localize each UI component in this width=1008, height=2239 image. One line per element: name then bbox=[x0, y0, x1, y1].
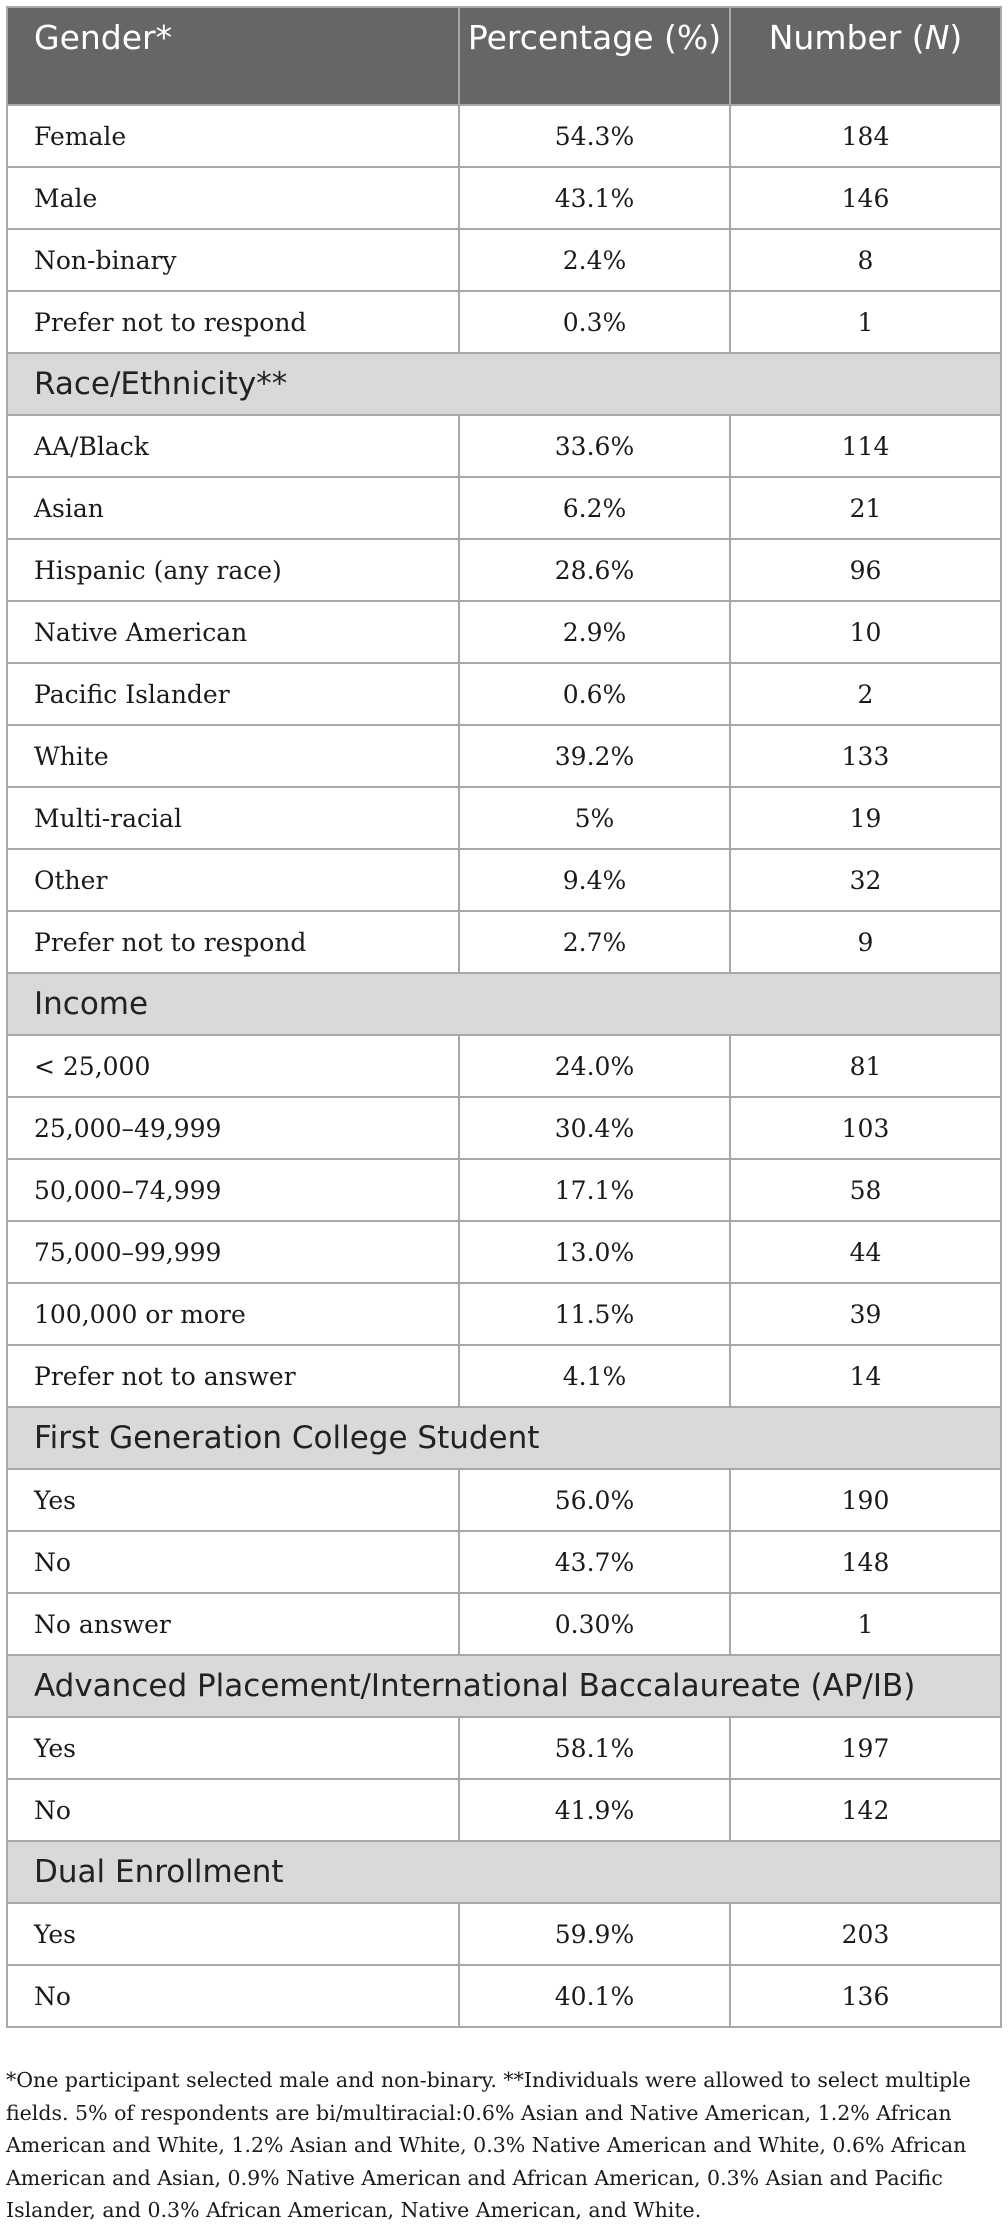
table-row bbox=[7, 477, 1001, 539]
row-label: Hispanic (any race) bbox=[7, 539, 459, 601]
row-number: 146 bbox=[730, 167, 1001, 229]
row-number: 148 bbox=[730, 1531, 1001, 1593]
row-label: No answer bbox=[7, 1593, 459, 1655]
row-percentage: 28.6% bbox=[459, 539, 730, 601]
section-header-row bbox=[7, 353, 1001, 415]
row-label: Male bbox=[7, 167, 459, 229]
row-label: Non-binary bbox=[7, 229, 459, 291]
row-percentage: 2.4% bbox=[459, 229, 730, 291]
table-row bbox=[7, 291, 1001, 353]
row-label: 50,000–74,999 bbox=[7, 1159, 459, 1221]
row-percentage: 54.3% bbox=[459, 105, 730, 167]
section-title-ap-ib: Advanced Placement/International Baccalaureate (AP/IB) bbox=[7, 1655, 1001, 1717]
row-label: Prefer not to respond bbox=[7, 911, 459, 973]
table-row bbox=[7, 1283, 1001, 1345]
section-title-dual-enrollment: Dual Enrollment bbox=[7, 1841, 1001, 1903]
row-number: 19 bbox=[730, 787, 1001, 849]
row-percentage: 30.4% bbox=[459, 1097, 730, 1159]
row-number: 184 bbox=[730, 105, 1001, 167]
row-label: Other bbox=[7, 849, 459, 911]
row-percentage: 13.0% bbox=[459, 1221, 730, 1283]
row-percentage: 33.6% bbox=[459, 415, 730, 477]
row-label: Yes bbox=[7, 1469, 459, 1531]
row-label: Yes bbox=[7, 1903, 459, 1965]
table-row bbox=[7, 1965, 1001, 2027]
table-row bbox=[7, 1221, 1001, 1283]
row-number: 114 bbox=[730, 415, 1001, 477]
table-row bbox=[7, 601, 1001, 663]
row-percentage: 2.7% bbox=[459, 911, 730, 973]
row-label: Yes bbox=[7, 1717, 459, 1779]
table-row bbox=[7, 1531, 1001, 1593]
header-number-n: N bbox=[924, 18, 950, 57]
table-row bbox=[7, 415, 1001, 477]
table-row bbox=[7, 1903, 1001, 1965]
row-label: Prefer not to answer bbox=[7, 1345, 459, 1407]
section-title-first-gen: First Generation College Student bbox=[7, 1407, 1001, 1469]
row-percentage: 11.5% bbox=[459, 1283, 730, 1345]
table-row bbox=[7, 1717, 1001, 1779]
row-label: 100,000 or more bbox=[7, 1283, 459, 1345]
header-number-suffix: ) bbox=[949, 18, 963, 57]
row-label: 25,000–49,999 bbox=[7, 1097, 459, 1159]
row-label: 75,000–99,999 bbox=[7, 1221, 459, 1283]
table-row bbox=[7, 1593, 1001, 1655]
section-header-row bbox=[7, 973, 1001, 1035]
row-label: White bbox=[7, 725, 459, 787]
row-label: < 25,000 bbox=[7, 1035, 459, 1097]
row-label: Female bbox=[7, 105, 459, 167]
row-label: No bbox=[7, 1779, 459, 1841]
table-row bbox=[7, 1345, 1001, 1407]
table-row bbox=[7, 725, 1001, 787]
table-row bbox=[7, 1097, 1001, 1159]
row-percentage: 4.1% bbox=[459, 1345, 730, 1407]
table-body bbox=[7, 105, 1001, 2027]
table-footnote: *One participant selected male and non-binary. **Individuals were allowed to select multiple fields. 5% of respondents are bi/multiracial:0.6% Asian and Native American, 1.2% African American and White, 1.2% Asian and White, 0.3% Native American and White, 0.6% African American and Asian, 0.9% Native American and African American, 0.3% Asian and Pacific Islander, and 0.3% African American, Native American, and White. bbox=[6, 2068, 971, 2222]
table-row bbox=[7, 1779, 1001, 1841]
row-percentage: 40.1% bbox=[459, 1965, 730, 2027]
section-title-race: Race/Ethnicity** bbox=[7, 353, 1001, 415]
header-number bbox=[730, 7, 1001, 105]
row-percentage: 56.0% bbox=[459, 1469, 730, 1531]
demographics-table-container bbox=[6, 6, 1000, 2227]
section-header-row bbox=[7, 1407, 1001, 1469]
demographics-table bbox=[6, 6, 1002, 2028]
row-number: 32 bbox=[730, 849, 1001, 911]
table-row bbox=[7, 229, 1001, 291]
row-percentage: 6.2% bbox=[459, 477, 730, 539]
table-row bbox=[7, 539, 1001, 601]
table-row bbox=[7, 849, 1001, 911]
row-percentage: 39.2% bbox=[459, 725, 730, 787]
row-number: 10 bbox=[730, 601, 1001, 663]
row-label: Native American bbox=[7, 601, 459, 663]
table-row bbox=[7, 1469, 1001, 1531]
row-percentage: 41.9% bbox=[459, 1779, 730, 1841]
row-number: 21 bbox=[730, 477, 1001, 539]
row-number: 14 bbox=[730, 1345, 1001, 1407]
row-label: Asian bbox=[7, 477, 459, 539]
section-title-income: Income bbox=[7, 973, 1001, 1035]
row-percentage: 5% bbox=[459, 787, 730, 849]
row-number: 58 bbox=[730, 1159, 1001, 1221]
row-number: 133 bbox=[730, 725, 1001, 787]
table-header-row bbox=[7, 7, 1001, 105]
row-number: 9 bbox=[730, 911, 1001, 973]
row-number: 2 bbox=[730, 663, 1001, 725]
row-number: 136 bbox=[730, 1965, 1001, 2027]
row-label: No bbox=[7, 1531, 459, 1593]
row-label: Prefer not to respond bbox=[7, 291, 459, 353]
row-number: 197 bbox=[730, 1717, 1001, 1779]
table-row bbox=[7, 911, 1001, 973]
table-row bbox=[7, 787, 1001, 849]
row-number: 103 bbox=[730, 1097, 1001, 1159]
row-label: AA/Black bbox=[7, 415, 459, 477]
row-percentage: 59.9% bbox=[459, 1903, 730, 1965]
row-number: 81 bbox=[730, 1035, 1001, 1097]
row-number: 96 bbox=[730, 539, 1001, 601]
section-header-row bbox=[7, 1655, 1001, 1717]
row-number: 142 bbox=[730, 1779, 1001, 1841]
row-percentage: 2.9% bbox=[459, 601, 730, 663]
row-percentage: 0.3% bbox=[459, 291, 730, 353]
table-row bbox=[7, 1035, 1001, 1097]
row-number: 190 bbox=[730, 1469, 1001, 1531]
table-row bbox=[7, 663, 1001, 725]
row-number: 8 bbox=[730, 229, 1001, 291]
header-gender: Gender* bbox=[7, 7, 459, 105]
row-number: 1 bbox=[730, 1593, 1001, 1655]
header-number-prefix: Number ( bbox=[768, 18, 925, 57]
row-percentage: 9.4% bbox=[459, 849, 730, 911]
row-percentage: 43.7% bbox=[459, 1531, 730, 1593]
table-row bbox=[7, 1159, 1001, 1221]
row-percentage: 43.1% bbox=[459, 167, 730, 229]
row-percentage: 0.6% bbox=[459, 663, 730, 725]
section-header-row bbox=[7, 1841, 1001, 1903]
row-label: Pacific Islander bbox=[7, 663, 459, 725]
row-label: Multi-racial bbox=[7, 787, 459, 849]
row-percentage: 17.1% bbox=[459, 1159, 730, 1221]
row-percentage: 24.0% bbox=[459, 1035, 730, 1097]
row-number: 1 bbox=[730, 291, 1001, 353]
table-row bbox=[7, 105, 1001, 167]
row-number: 203 bbox=[730, 1903, 1001, 1965]
row-number: 39 bbox=[730, 1283, 1001, 1345]
header-percentage: Percentage (%) bbox=[459, 7, 730, 105]
row-percentage: 0.30% bbox=[459, 1593, 730, 1655]
row-number: 44 bbox=[730, 1221, 1001, 1283]
row-label: No bbox=[7, 1965, 459, 2027]
table-row bbox=[7, 167, 1001, 229]
row-percentage: 58.1% bbox=[459, 1717, 730, 1779]
